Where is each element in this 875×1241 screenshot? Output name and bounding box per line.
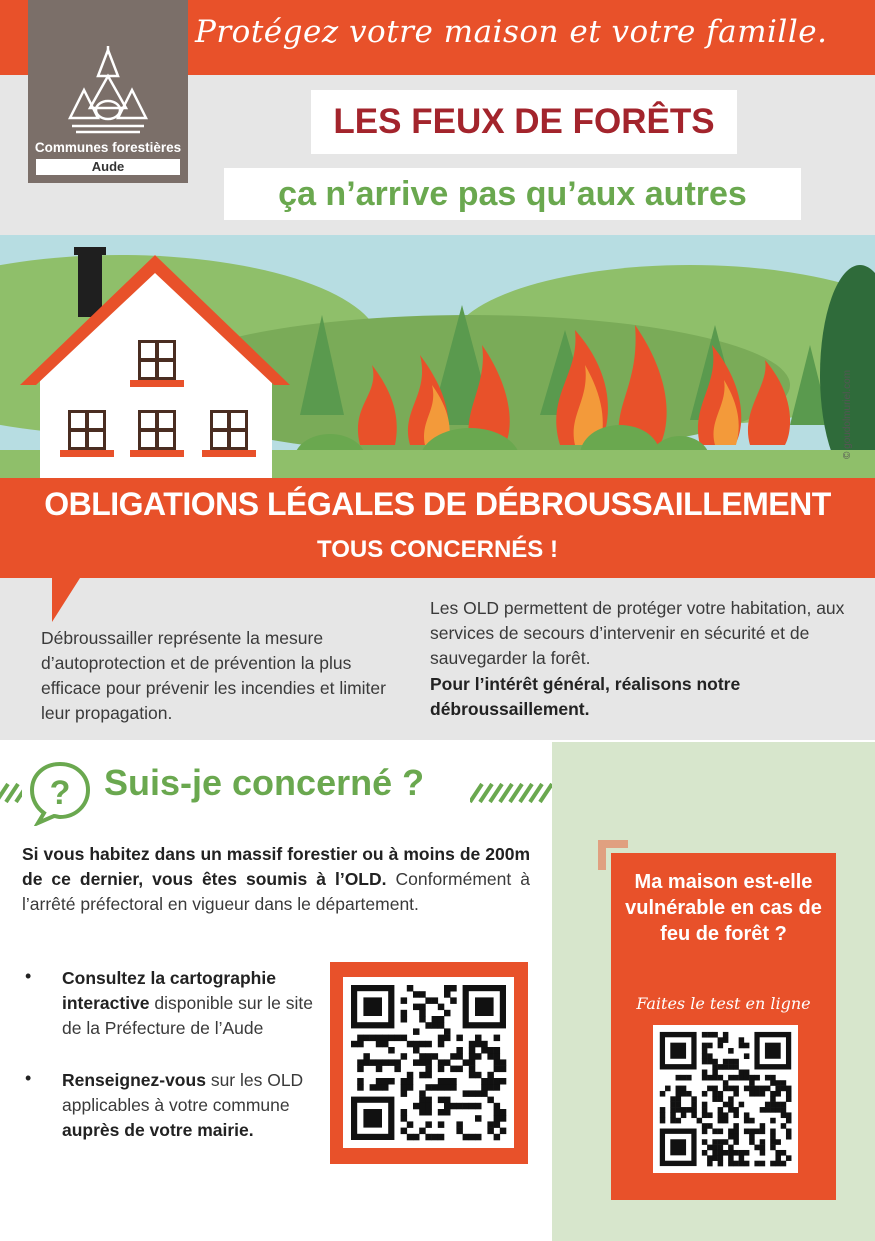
test-card bbox=[611, 853, 836, 1200]
card-test-label: Faites le test en ligne bbox=[636, 994, 811, 1013]
stripe-decoration-right bbox=[470, 782, 552, 804]
bullet-cartography bbox=[62, 966, 324, 1041]
question-bubble-icon bbox=[28, 760, 92, 826]
card-q-part: en cas de bbox=[730, 897, 822, 919]
bullet-dot: • bbox=[25, 1068, 32, 1088]
bullet1-bold: Consultez la cartographie interactive bbox=[62, 968, 276, 1013]
card-q-part: feu de forêt bbox=[660, 923, 770, 945]
page-title: LES FEUX DE FORÊTS bbox=[333, 102, 715, 141]
qr-code-icon bbox=[343, 977, 514, 1148]
card-q-part: est-elle bbox=[743, 871, 813, 893]
section-title: Suis-je concerné ? bbox=[104, 762, 425, 803]
speech-tail bbox=[52, 578, 80, 622]
page-subtitle: ça n’arrive pas qu’aux autres bbox=[278, 175, 747, 213]
bullet1-normal: disponible sur le site de la Préfecture de l’Aude bbox=[62, 993, 313, 1038]
church-tree-icon bbox=[66, 46, 150, 138]
intro-left-text: Débroussailler représente la mesure d’autoprotection et de prévention la plus efficace pour prévenir les incendies et limiter leur propagation. bbox=[41, 628, 386, 723]
card-q-part: ? bbox=[774, 923, 787, 945]
house-fire-illustration bbox=[0, 235, 875, 480]
qr-code-icon bbox=[653, 1025, 798, 1173]
card-q-part: Ma bbox=[634, 871, 663, 893]
card-question bbox=[611, 869, 836, 947]
bullet-mairie bbox=[62, 1068, 324, 1143]
card-q-part: maison bbox=[667, 871, 738, 893]
obligations-title: OBLIGATIONS LÉGALES DE DÉBROUSSAILLEMENT bbox=[44, 486, 831, 522]
tagline: Protégez votre maison et votre famille. bbox=[195, 14, 828, 50]
logo bbox=[28, 0, 188, 183]
concern-paragraph bbox=[22, 842, 530, 917]
bullet2-normal: sur les OLD applicables à votre commune bbox=[62, 1070, 304, 1115]
subtitle-box bbox=[224, 168, 801, 220]
concern-normal-text: Conformément à l’arrêté préfectoral en vigueur dans le département. bbox=[22, 869, 530, 914]
concern-bold-text: Si vous habitez dans un massif forestier ou à moins de 200m de ce dernier, vous êtes soumis à l’OLD. bbox=[22, 844, 530, 889]
bullet2-bold2: auprès de votre mairie. bbox=[62, 1120, 254, 1140]
qr-code-cartography[interactable] bbox=[343, 977, 514, 1148]
card-q-part: vulnérable bbox=[625, 897, 726, 919]
bullet-dot: • bbox=[25, 966, 32, 986]
logo-name: Communes forestières bbox=[34, 140, 182, 155]
obligations-subtitle: TOUS CONCERNÉS ! bbox=[317, 536, 558, 563]
qr-code-test[interactable] bbox=[653, 1025, 798, 1173]
svg-text:?: ? bbox=[49, 774, 71, 812]
stripe-decoration-left bbox=[0, 782, 22, 804]
intro-right-text: Les OLD permettent de protéger votre habitation, aux services de secours d’intervenir en sécurité et de sauvegarder la forêt. bbox=[430, 598, 845, 668]
title-box bbox=[311, 90, 737, 154]
illustration-credit: © goudolmuriel.com bbox=[842, 369, 853, 459]
intro-right-bold-text: Pour l’intérêt général, réalisons notre débroussaillement. bbox=[430, 674, 741, 719]
bullet2-bold: Renseignez-vous bbox=[62, 1070, 206, 1090]
logo-sub: Aude bbox=[36, 159, 180, 175]
